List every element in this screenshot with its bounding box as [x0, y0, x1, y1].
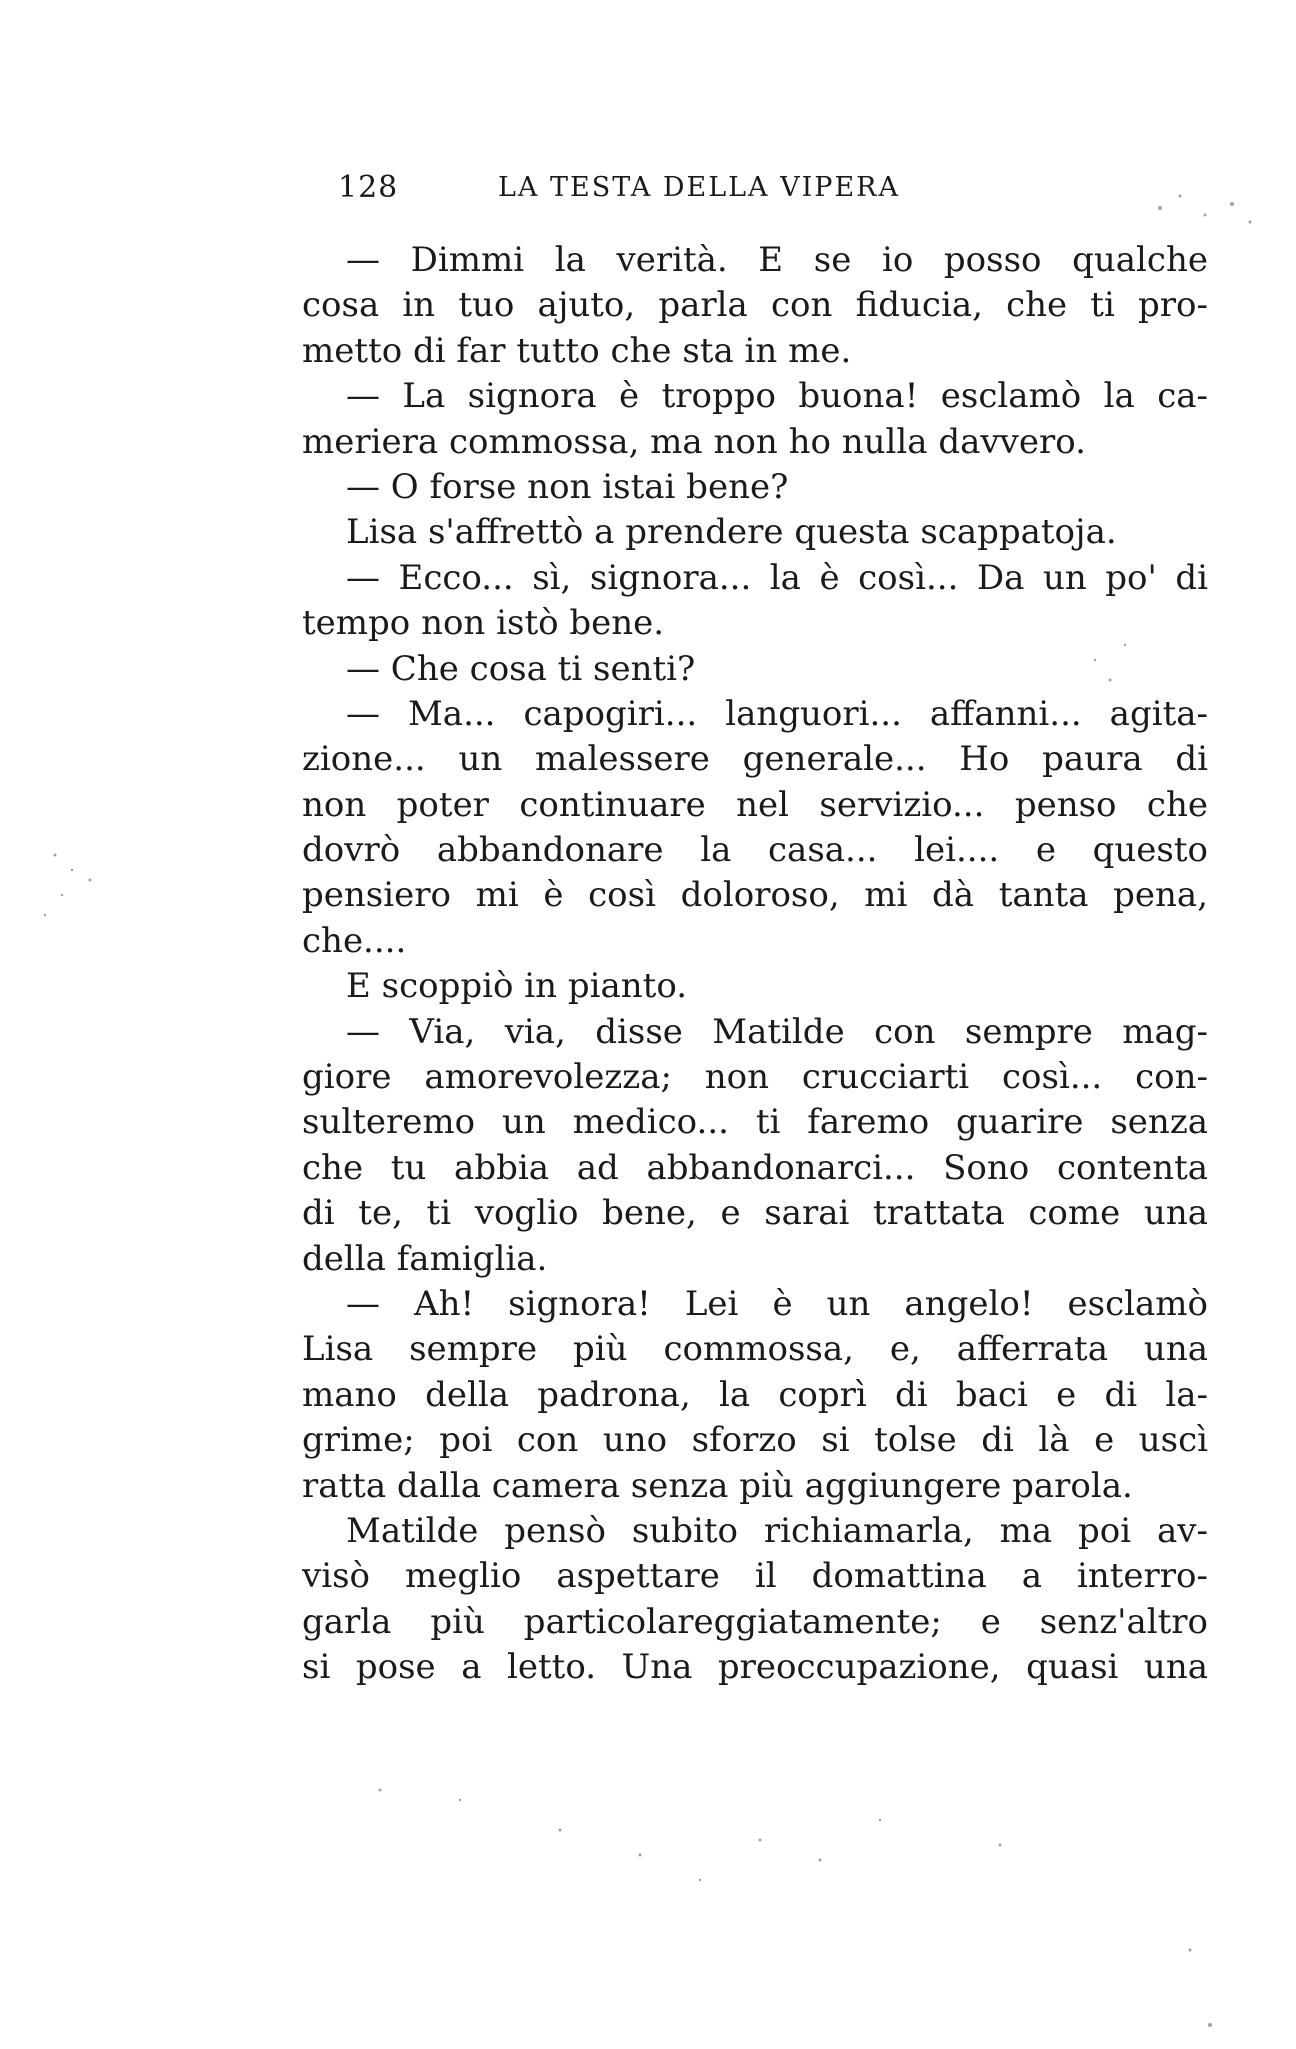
text-line: Lisa s'affrettò a prendere questa scappatoja. [346, 512, 1117, 553]
text-line: — O forse non istai bene? [346, 466, 789, 507]
text-line: della famiglia. [302, 1238, 548, 1279]
text-line: tempo non istò bene. [302, 603, 665, 644]
text-line: Matilde pensò subito richiamarla, ma poi av- [346, 1510, 1208, 1551]
text-line: cosa in tuo ajuto, parla con fiducia, che ti pro- [302, 285, 1208, 326]
text-line: — Ecco... sì, signora... la è così... Da un po' di [346, 557, 1208, 598]
text-line: grime; poi con uno sforzo si tolse di là e uscì [302, 1420, 1208, 1461]
text-line: — Ah! signora! Lei è un angelo! esclamò [346, 1283, 1208, 1324]
text-line: visò meglio aspettare il domattina a interro- [302, 1556, 1208, 1597]
page-header [338, 170, 1218, 220]
text-line: — Che cosa ti senti? [346, 648, 696, 689]
text-line: metto di far tutto che sta in me. [302, 330, 852, 371]
text-line: che.... [302, 920, 407, 961]
text-line: che tu abbia ad abbandonarci... Sono contenta [302, 1147, 1208, 1188]
text-line: — Ma... capogiri... languori... affanni... agita- [346, 693, 1208, 734]
text-line: si pose a letto. Una preoccupazione, quasi una [302, 1647, 1208, 1688]
running-title: LA TESTA DELLA VIPERA [498, 172, 901, 203]
body-text [302, 238, 1208, 1691]
text-line: pensiero mi è così doloroso, mi dà tanta pena, [302, 875, 1208, 916]
text-line: Lisa sempre più commossa, e, afferrata una [302, 1329, 1208, 1370]
text-line: dovrò abbandonare la casa... lei.... e questo [302, 830, 1208, 871]
text-line: non poter continuare nel servizio... penso che [302, 784, 1208, 825]
page-number: 128 [338, 170, 399, 205]
text-line: garla più particolareggiatamente; e senz'altro [302, 1601, 1208, 1642]
text-line: ratta dalla camera senza più aggiungere parola. [302, 1465, 1133, 1506]
text-line: — Dimmi la verità. E se io posso qualche [346, 240, 1208, 280]
text-line: meriera commossa, ma non ho nulla davvero. [302, 421, 1086, 462]
text-line: — Via, via, disse Matilde con sempre mag- [346, 1011, 1208, 1052]
text-line: di te, ti voglio bene, e sarai trattata come una [302, 1193, 1208, 1234]
text-line: sulteremo un medico... ti faremo guarire senza [302, 1102, 1208, 1143]
text-line: E scoppiò in pianto. [346, 966, 687, 1007]
text-line: zione... un malessere generale... Ho paura di [302, 739, 1208, 780]
text-line: giore amorevolezza; non crucciarti così... con- [302, 1057, 1208, 1098]
text-line: mano della padrona, la coprì di baci e di la- [302, 1374, 1208, 1415]
text-line: — La signora è troppo buona! esclamò la ca- [346, 376, 1208, 417]
